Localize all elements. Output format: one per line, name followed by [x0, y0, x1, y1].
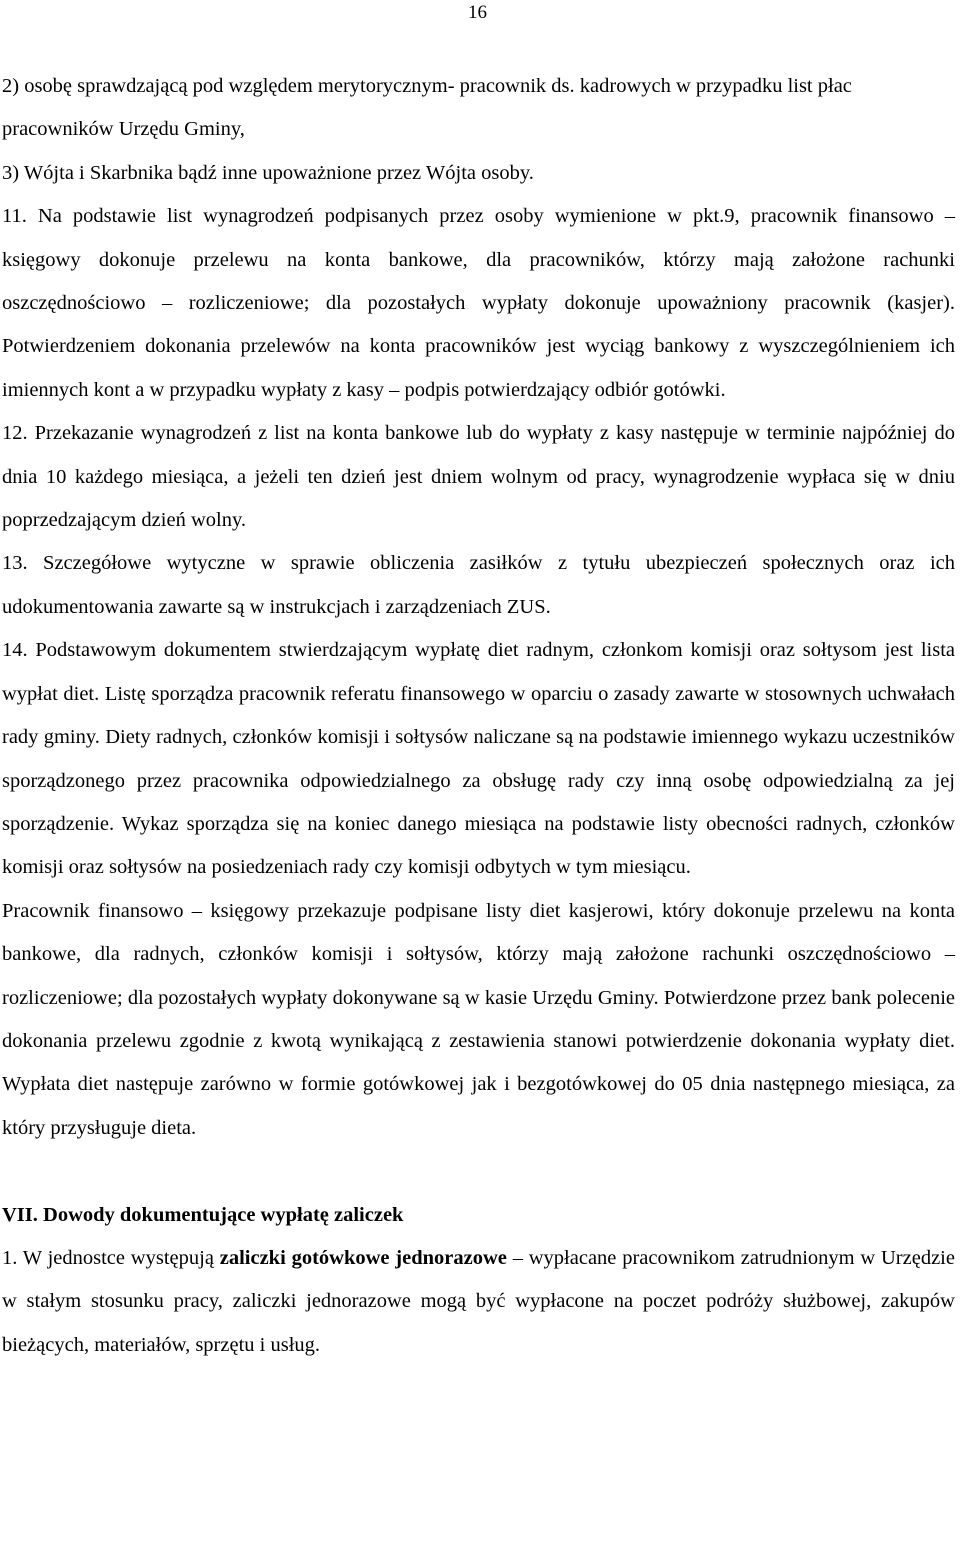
document-body — [2, 65, 955, 1367]
paragraph-item-14: 14. Podstawowym dokumentem stwierdzającym wypłatę diet radnym, członkom komisji oraz sołtysom jest lista wypłat diet. Listę sporządza pracownik referatu finansowego w oparciu o zasady zawarte w stosownych uchwałach rady gminy. Diety radnych, członków komisji i sołtysów naliczane są na podstawie imiennego wykazu uczestników sporządzonego przez pracownika odpowiedzialnego za obsługę rady czy inną osobę odpowiedzialną za jej sporządzenie. Wykaz sporządza się na koniec danego miesiąca na podstawie listy obecności radnych, członków komisji oraz sołtysów na posiedzeniach rady czy komisji odbytych w tym miesiącu. — [2, 639, 955, 879]
paragraph-item-12: 12. Przekazanie wynagrodzeń z list na konta bankowe lub do wypłaty z kasy następuje w terminie najpóźniej do dnia 10 każdego miesiąca, a jeżeli ten dzień jest dniem wolnym od pracy, wynagrodzenie wypłaca się w dniu poprzedzającym dzień wolny. — [2, 422, 955, 532]
section-item-1-rest: – wypłacane pracownikom zatrudnionym w Urzędzie w stałym stosunku pracy, zaliczki jednorazowe mogą być wypłacone na poczet podróży służbowej, zakupów bieżących, materiałów, sprzętu i usług. — [2, 1246, 955, 1356]
section-item-1-emphasis: zaliczki gotówkowe jednorazowe — [219, 1246, 507, 1269]
paragraph-item-11: 11. Na podstawie list wynagrodzeń podpisanych przez osoby wymienione w pkt.9, pracownik finansowo – księgowy dokonuje przelewu na konta bankowe, dla pracowników, którzy mają założone rachunki oszczędnościowo – rozliczeniowe; dla pozostałych wypłaty dokonuje upoważniony pracownik (kasjer). Potwierdzeniem dokonania przelewów na konta pracowników jest wyciąg bankowy z wyszczególnieniem ich imiennych kont a w przypadku wypłaty z kasy – podpis potwierdzający odbiór gotówki. — [2, 205, 955, 401]
blank-line — [2, 1150, 955, 1193]
paragraph-item-14-continued: Pracownik finansowo – księgowy przekazuje podpisane listy diet kasjerowi, który dokonuje przelewu na konta bankowe, dla radnych, członków komisji i sołtysów, którzy mają założone rachunki oszczędnościowo –rozliczeniowe; dla pozostałych wypłaty dokonywane są w kasie Urzędu Gminy. Potwierdzone przez bank polecenie dokonania przelewu zgodnie z kwotą wynikającą z zestawienia stanowi potwierdzenie dokonania wypłaty diet. Wypłata diet następuje zarówno w formie gotówkowej jak i bezgotówkowej do 05 dnia następnego miesiąca, za który przysługuje dieta. — [2, 899, 955, 1139]
section-item-1-text: 1. W jednostce występują — [2, 1246, 220, 1269]
section-item-1 — [2, 1237, 955, 1367]
paragraph-item-2: 2) osobę sprawdzającą pod względem merytorycznym- pracownik ds. kadrowych w przypadku list płac pracowników Urzędu Gminy, — [2, 75, 852, 141]
paragraph-item-3: 3) Wójta i Skarbnika bądź inne upoważnione przez Wójta osoby. — [2, 161, 534, 184]
section-heading: VII. Dowody dokumentujące wypłatę zaliczek — [2, 1203, 404, 1226]
page-number: 16 — [468, 2, 487, 23]
paragraph-item-13: 13. Szczegółowe wytyczne w sprawie obliczenia zasiłków z tytułu ubezpieczeń społecznych oraz ich udokumentowania zawarte są w instrukcjach i zarządzeniach ZUS. — [2, 552, 955, 618]
